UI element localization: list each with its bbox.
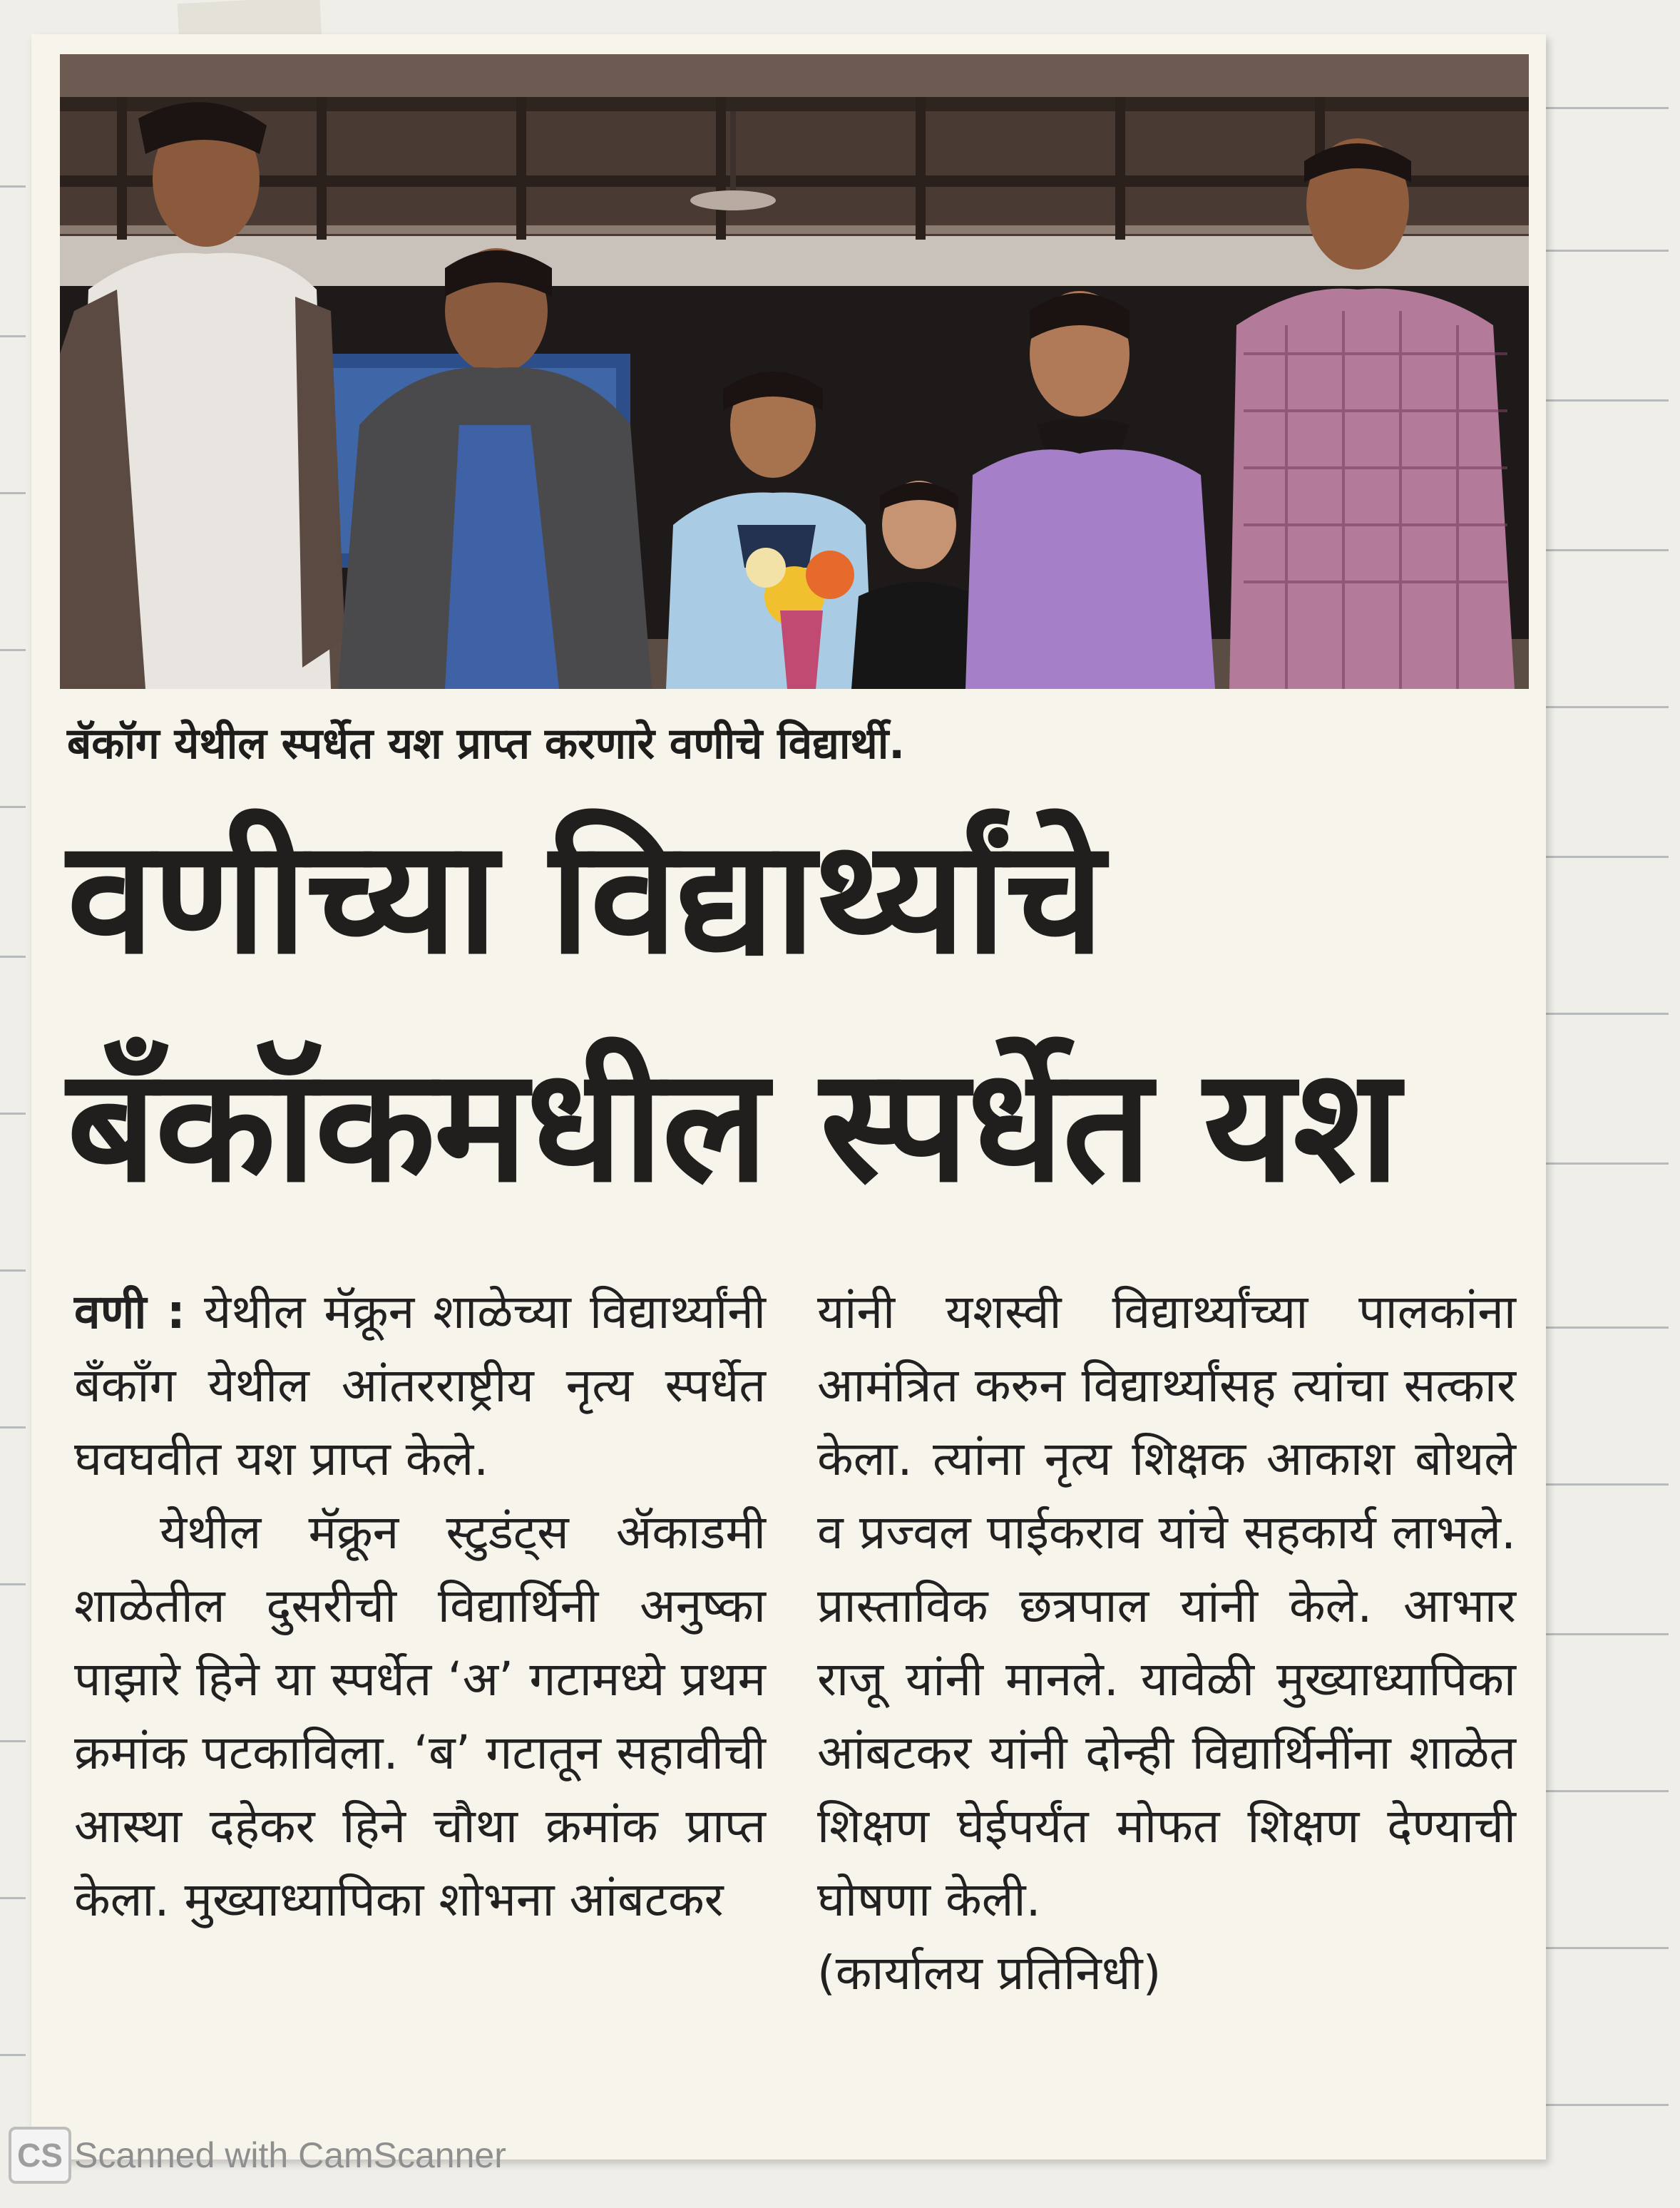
watermark-text: Scanned with CamScanner xyxy=(74,2135,506,2175)
ruled-line xyxy=(0,185,26,188)
ruled-line xyxy=(1533,399,1669,402)
headline-line-1: वणीच्या विद्यार्थ्यांचे xyxy=(67,806,1103,988)
ruled-line xyxy=(0,2054,26,2056)
ruled-line xyxy=(1533,2104,1669,2106)
article-photo xyxy=(60,54,1529,689)
lead-paragraph xyxy=(74,1275,766,1496)
ruled-line xyxy=(0,1583,26,1585)
byline: (कार्यालय प्रतिनिधी) xyxy=(817,1946,1162,2000)
ruled-line xyxy=(0,1269,26,1272)
ruled-line xyxy=(0,1426,26,1428)
ruled-line xyxy=(0,1113,26,1115)
article-column-1 xyxy=(74,1275,766,1936)
ruled-line xyxy=(0,649,26,651)
lead-paragraph-text: येथील मॅक्रून शाळेच्या विद्यार्थ्यांनी बँकॉंग येथील आंतरराष्ट्रीय नृत्य स्पर्धेत घवघवीत यश प्राप्त केले. xyxy=(74,1284,767,1486)
ruled-line xyxy=(0,335,26,337)
camscanner-watermark xyxy=(9,2125,506,2185)
ruled-line xyxy=(1533,549,1669,551)
body-paragraph: यांनी यशस्वी विद्यार्थ्यांच्या पालकांना आमंत्रित करुन विद्यार्थ्यांसह त्यांचा सत्कार केला. त्यांना नृत्य शिक्षक आकाश बोथले व प्रज्वल पाईकराव यांचे सहकार्य लाभले. प्रास्ताविक छत्रपाल यांनी केले. आभार राजू यांनी मानले. यावेळी मुख्याध्यापिका आंबटकर यांनी दोन्ही विद्यार्थिनींना शाळेत शिक्षण घेईपर्यंत मोफत शिक्षण देण्याची घोषणा केली. xyxy=(817,1284,1516,1927)
ruled-line xyxy=(1533,1790,1669,1792)
camscanner-logo-icon: CS xyxy=(9,2127,71,2184)
ruled-line xyxy=(1533,1013,1669,1015)
ruled-line xyxy=(0,1897,26,1899)
ruled-line xyxy=(1533,250,1669,252)
ruled-line xyxy=(0,1740,26,1742)
ruled-line xyxy=(0,956,26,958)
ruled-line xyxy=(0,492,26,494)
body-paragraph: येथील मॅक्रून स्टुडंट्स ॲकाडमी शाळेतील दुसरीची विद्यार्थिनी अनुष्का पाझारे हिने या स्पर्धेत ‘अ’ गटामध्ये प्रथम क्रमांक पटकाविला. ‘ब’ गटातून सहावीची आस्था दहेकर हिने चौथा क्रमांक प्राप्त केला. मुख्याध्यापिका शोभना आंबटकर xyxy=(74,1505,766,1927)
ruled-line xyxy=(1533,1483,1669,1486)
ruled-line xyxy=(1533,706,1669,708)
ruled-line xyxy=(1533,1327,1669,1329)
ruled-line xyxy=(1533,1633,1669,1635)
headline-line-2: बँकॉकमधील स्पर्धेत यश xyxy=(67,1034,1399,1217)
ruled-line xyxy=(1533,1162,1669,1165)
article-column-2 xyxy=(817,1275,1516,2010)
photo-caption: बॅकॉग येथील स्पर्धेत यश प्राप्त करणारे वणीचे विद्यार्थी. xyxy=(67,719,906,769)
dateline: वणी : xyxy=(74,1284,185,1339)
ruled-line xyxy=(1533,107,1669,109)
ruled-line xyxy=(1533,1947,1669,1949)
newspaper-clipping xyxy=(31,34,1546,2160)
ruled-line xyxy=(1533,856,1669,858)
ruled-line xyxy=(0,806,26,808)
